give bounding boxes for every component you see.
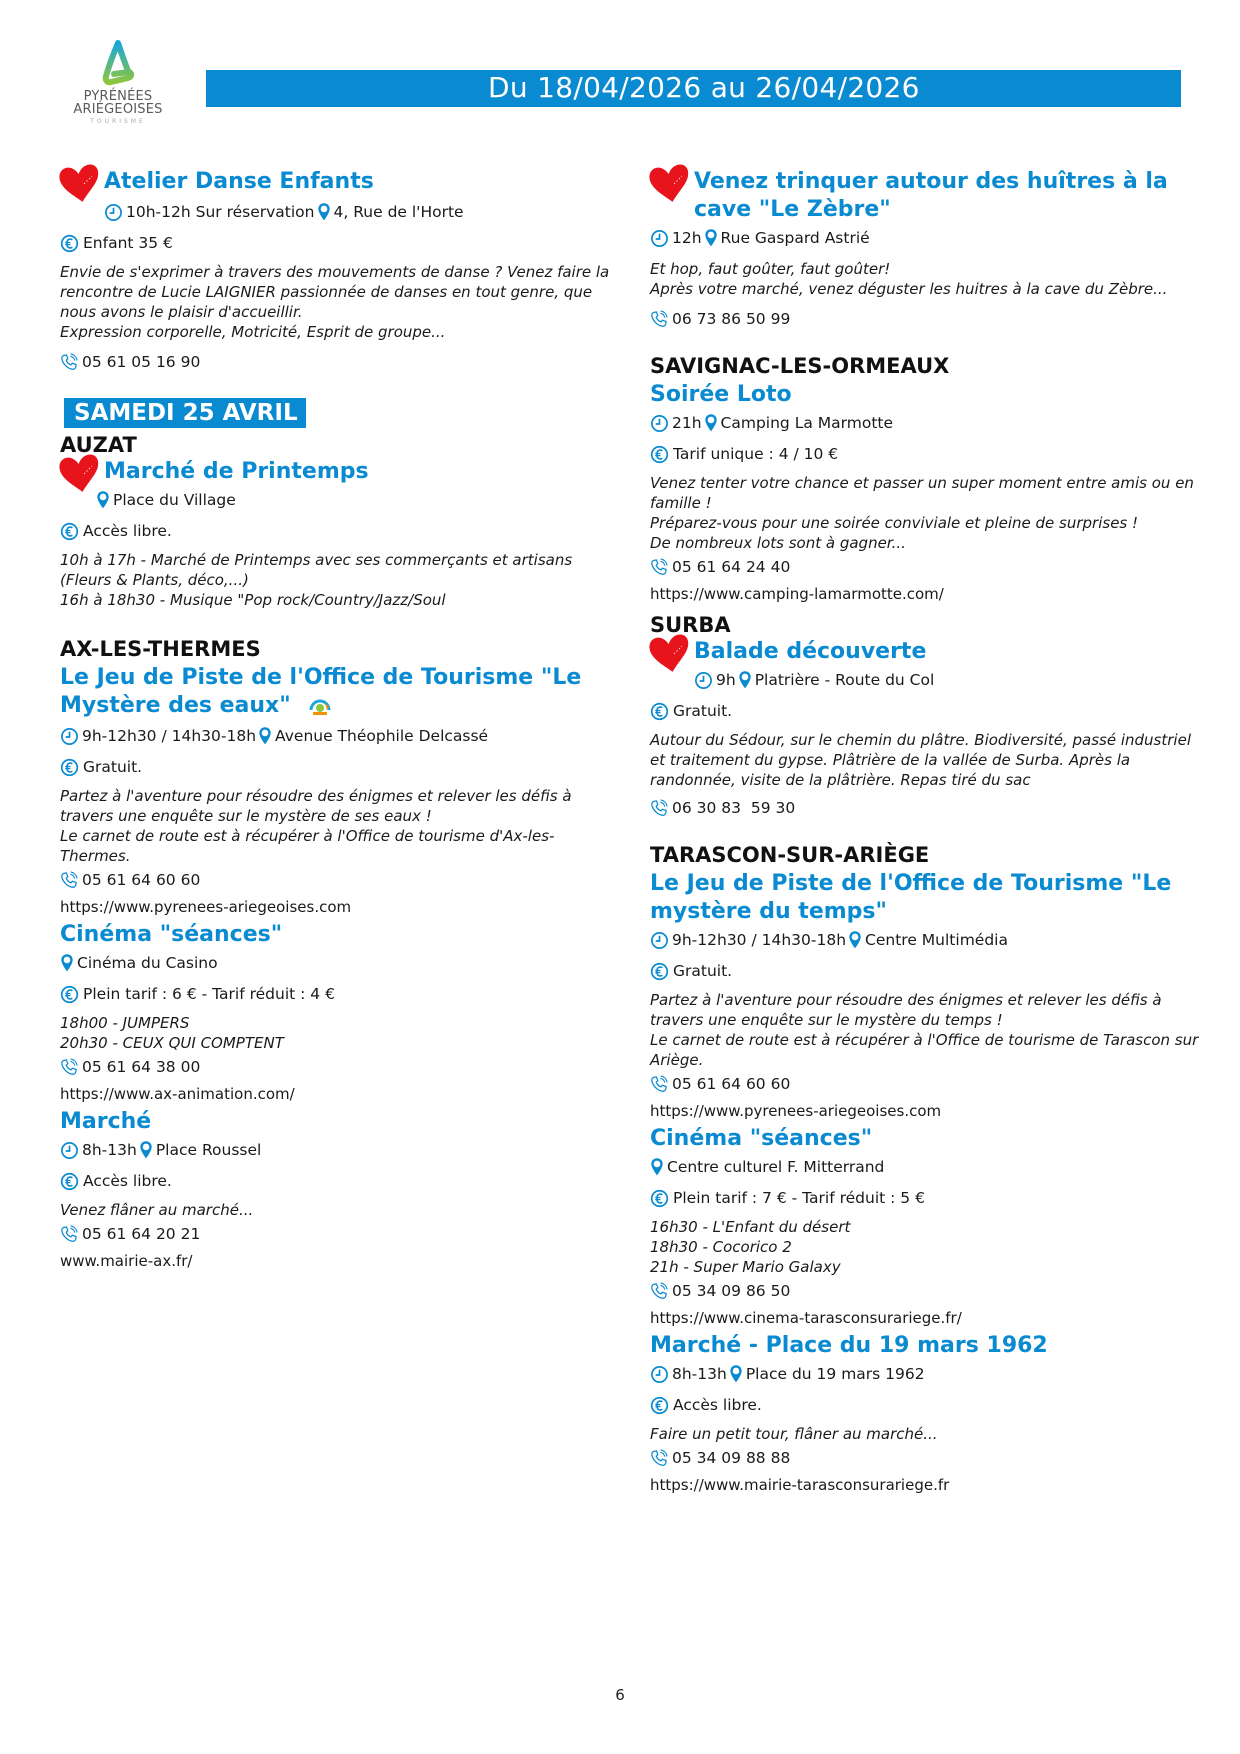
- city-name: TARASCON-SUR-ARIÈGE: [650, 843, 930, 867]
- event-time-place: [60, 200, 620, 224]
- mascot-icon: [308, 696, 332, 716]
- event-description: [650, 730, 1210, 790]
- phone-icon: [60, 353, 79, 372]
- screening-line: 18h00 - JUMPERS: [60, 1014, 190, 1032]
- event-title: [60, 458, 620, 486]
- event-place: Centre Multimédia: [865, 931, 1008, 949]
- phone-number[interactable]: 05 61 64 60 60: [672, 1075, 791, 1093]
- event-url[interactable]: https://www.pyrenees-ariegeoises.com: [60, 898, 352, 916]
- event-price: [650, 959, 1210, 983]
- event-title-text: Venez trinquer autour des huîtres à la cave "Le Zèbre": [694, 169, 1168, 222]
- screening-line: 16h30 - L'Enfant du désert: [650, 1218, 851, 1236]
- event-description: [60, 1200, 620, 1220]
- logo-mark-icon: [98, 40, 138, 90]
- event-place: Place Roussel: [155, 1141, 262, 1159]
- heart-icon: [648, 164, 692, 204]
- event-title-text: Atelier Danse Enfants: [104, 169, 374, 194]
- location-pin-icon: [848, 930, 862, 950]
- event-time: 8h-13h: [82, 1141, 137, 1159]
- event-title: [650, 1332, 1210, 1360]
- event-price-text: Plein tarif : 6 € - Tarif réduit : 4 €: [83, 985, 335, 1003]
- location-pin-icon: [60, 953, 74, 973]
- euro-icon: [60, 985, 79, 1004]
- clock-icon: [650, 229, 669, 248]
- event-phone: [60, 868, 620, 892]
- screening-line: 21h - Super Mario Galaxy: [650, 1258, 841, 1276]
- event-time: 8h-13h: [672, 1365, 727, 1383]
- event-url[interactable]: https://www.ax-animation.com/: [60, 1085, 295, 1103]
- clock-icon: [694, 671, 713, 690]
- event-phone: [650, 1279, 1210, 1303]
- event-place: Rue Gaspard Astrié: [720, 229, 870, 247]
- event-price: [60, 1169, 620, 1193]
- clock-icon: [104, 203, 123, 222]
- euro-icon: [650, 702, 669, 721]
- day-banner: SAMEDI 25 AVRIL: [64, 398, 306, 428]
- event-atelier-danse: [60, 168, 620, 374]
- event-price-text: Accès libre.: [673, 1396, 762, 1414]
- city-name: AUZAT: [60, 433, 137, 457]
- date-range: Du 18/04/2026 au 26/04/2026: [488, 71, 920, 104]
- location-pin-icon: [139, 1140, 153, 1160]
- description-line: Le carnet de route est à récupérer à l'Office de tourisme d'Ax-les-Thermes.: [60, 827, 555, 865]
- event-title-text: Cinéma "séances": [60, 922, 283, 947]
- event-time: 9h-12h30 / 14h30-18h: [672, 931, 847, 949]
- logo-line-1: PYRÉNÉES: [83, 89, 153, 104]
- description-line: Partez à l'aventure pour résoudre des énigmes et relever les défis à travers une enquête sur le mystère de ses eaux !: [60, 787, 577, 825]
- phone-icon: [60, 1225, 79, 1244]
- event-place: Centre culturel F. Mitterrand: [667, 1158, 885, 1176]
- event-price: [60, 231, 620, 255]
- phone-icon: [650, 1449, 669, 1468]
- description-line: Partez à l'aventure pour résoudre des énigmes et relever les défis à travers une enquête sur le mystère du temps !: [650, 991, 1167, 1029]
- city-savignac: [650, 353, 1210, 604]
- event-url[interactable]: https://www.mairie-tarasconsurariege.fr: [650, 1476, 950, 1494]
- event-description: [650, 473, 1210, 553]
- phone-icon: [650, 799, 669, 818]
- description-line: 10h à 17h - Marché de Printemps avec ses commerçants et artisans (Fleurs & Plants, déco,...): [60, 551, 577, 589]
- phone-icon: [650, 310, 669, 329]
- event-title-text: Soirée Loto: [650, 382, 792, 407]
- phone-number[interactable]: 05 34 09 88 88: [672, 1449, 791, 1467]
- event-price-text: Gratuit.: [673, 702, 733, 720]
- phone-icon: [650, 558, 669, 577]
- city-tarascon: [650, 842, 1210, 1495]
- phone-number[interactable]: 05 61 64 60 60: [82, 871, 201, 889]
- location-pin-icon: [650, 1157, 664, 1177]
- description-line: Préparez-vous pour une soirée conviviale et pleine de surprises !: [650, 514, 1139, 532]
- event-description: [60, 786, 620, 866]
- phone-number[interactable]: 05 61 05 16 90: [82, 353, 201, 371]
- location-pin-icon: [729, 1364, 743, 1384]
- euro-icon: [650, 1396, 669, 1415]
- phone-number[interactable]: 05 61 64 38 00: [82, 1058, 201, 1076]
- location-pin-icon: [738, 670, 752, 690]
- location-pin-icon: [258, 726, 272, 746]
- event-title-text: Marché: [60, 1109, 152, 1134]
- event-time-place: [650, 668, 1210, 692]
- event-time-place: [650, 226, 1210, 250]
- phone-icon: [60, 871, 79, 890]
- event-zebre: [650, 168, 1210, 331]
- event-price-text: Enfant 35 €: [83, 234, 173, 252]
- euro-icon: [650, 1189, 669, 1208]
- event-title: [650, 870, 1210, 926]
- screening-line: 18h30 - Cocorico 2: [650, 1238, 792, 1256]
- event-url[interactable]: https://www.camping-lamarmotte.com/: [650, 585, 944, 603]
- location-pin-icon: [704, 413, 718, 433]
- event-time: 9h: [716, 671, 736, 689]
- clock-icon: [650, 1365, 669, 1384]
- phone-number[interactable]: 06 73 86 50 99: [672, 310, 791, 328]
- event-price: [650, 1393, 1210, 1417]
- event-phone: [650, 555, 1210, 579]
- city-auzat: [60, 432, 620, 610]
- logo-line-3: TOURISME: [90, 118, 146, 125]
- event-time: 9h-12h30 / 14h30-18h: [82, 727, 257, 745]
- event-price: [650, 1186, 1210, 1210]
- clock-icon: [60, 1141, 79, 1160]
- event-place: Avenue Théophile Delcassé: [275, 727, 489, 745]
- clock-icon: [60, 727, 79, 746]
- euro-icon: [60, 758, 79, 777]
- event-title: [60, 168, 620, 196]
- page-number: 6: [615, 1686, 625, 1704]
- event-time-place: [60, 724, 620, 748]
- euro-icon: [650, 445, 669, 464]
- phone-number[interactable]: 05 61 64 20 21: [82, 1225, 201, 1243]
- event-description: [60, 1013, 620, 1053]
- event-time: 12h: [672, 229, 702, 247]
- event-place: Place du 19 mars 1962: [745, 1365, 925, 1383]
- event-price: [650, 699, 1210, 723]
- left-column: [60, 168, 620, 1271]
- event-price: [650, 442, 1210, 466]
- event-phone: [650, 1446, 1210, 1470]
- event-description: [650, 259, 1210, 299]
- event-description: [60, 550, 620, 610]
- event-place: Cinéma du Casino: [77, 954, 218, 972]
- event-price-text: Plein tarif : 7 € - Tarif réduit : 5 €: [673, 1189, 925, 1207]
- description-line: De nombreux lots sont à gagner...: [650, 534, 906, 552]
- event-title-text: Marché - Place du 19 mars 1962: [650, 1333, 1048, 1358]
- event-description: [650, 1424, 1210, 1444]
- phone-icon: [650, 1075, 669, 1094]
- phone-icon: [60, 1058, 79, 1077]
- event-price-text: Accès libre.: [83, 1172, 172, 1190]
- event-title-text: Cinéma "séances": [650, 1126, 873, 1151]
- event-title-text: Le Jeu de Piste de l'Office de Tourisme "Le mystère du temps": [650, 871, 1172, 924]
- euro-icon: [650, 962, 669, 981]
- phone-number[interactable]: 06 30 83 59 30: [672, 799, 796, 817]
- event-place: Place du Village: [113, 491, 236, 509]
- event-title: [60, 664, 620, 720]
- city-name: SAVIGNAC-LES-ORMEAUX: [650, 354, 950, 378]
- euro-icon: [60, 1172, 79, 1191]
- event-place: Platrière - Route du Col: [754, 671, 935, 689]
- event-phone: [650, 307, 1210, 331]
- euro-icon: [60, 522, 79, 541]
- event-title: [650, 638, 1210, 666]
- event-price-text: Gratuit.: [673, 962, 733, 980]
- event-url[interactable]: www.mairie-ax.fr/: [60, 1252, 193, 1270]
- event-place-row: [650, 1155, 1210, 1179]
- event-title: [60, 921, 620, 949]
- event-description: [650, 990, 1210, 1070]
- date-range-banner: [206, 70, 1181, 107]
- event-time: 21h: [672, 414, 702, 432]
- description-line: Faire un petit tour, flâner au marché...: [650, 1425, 938, 1443]
- description-line: Et hop, faut goûter, faut goûter!: [650, 260, 891, 278]
- event-description: [650, 1217, 1210, 1277]
- event-place: Camping La Marmotte: [720, 414, 894, 432]
- event-price: [60, 519, 620, 543]
- event-title-text: Le Jeu de Piste de l'Office de Tourisme "Le Mystère des eaux": [60, 665, 582, 718]
- heart-icon: [58, 164, 102, 204]
- phone-icon: [650, 1282, 669, 1301]
- city-name: AX-LES-THERMES: [60, 637, 261, 661]
- event-url[interactable]: https://www.cinema-tarasconsurariege.fr/: [650, 1309, 962, 1327]
- event-place-row: [60, 488, 620, 512]
- description-line: 16h à 18h30 - Musique "Pop rock/Country/Jazz/Soul: [60, 591, 446, 609]
- phone-number[interactable]: 05 34 09 86 50: [672, 1282, 791, 1300]
- event-url[interactable]: https://www.pyrenees-ariegeoises.com: [650, 1102, 942, 1120]
- event-time-place: [650, 411, 1210, 435]
- city-ax-les-thermes: [60, 636, 620, 1271]
- right-column: [650, 168, 1210, 1495]
- description-line: Expression corporelle, Motricité, Esprit de groupe...: [60, 323, 446, 341]
- event-phone: [650, 1072, 1210, 1096]
- heart-icon: [648, 634, 692, 674]
- event-price: [60, 982, 620, 1006]
- logo-line-2: ARIÉGEOISES: [73, 102, 163, 117]
- clock-icon: [650, 931, 669, 950]
- event-description: [60, 262, 620, 342]
- event-time-place: [650, 928, 1210, 952]
- event-place: 4, Rue de l'Horte: [333, 203, 464, 221]
- event-time-place: [60, 1138, 620, 1162]
- description-line: Venez tenter votre chance et passer un super moment entre amis ou en famille !: [650, 474, 1199, 512]
- event-title-text: Marché de Printemps: [104, 459, 369, 484]
- event-title-text: Balade découverte: [694, 639, 927, 664]
- description-line: Venez flâner au marché...: [60, 1201, 254, 1219]
- location-pin-icon: [704, 228, 718, 248]
- screening-line: 20h30 - CEUX QUI COMPTENT: [60, 1034, 284, 1052]
- event-phone: [60, 1222, 620, 1246]
- pyrenees-ariegeoises-logo: [68, 40, 168, 140]
- event-price-text: Gratuit.: [83, 758, 143, 776]
- description-line: Après votre marché, venez déguster les huitres à la cave du Zèbre...: [650, 280, 1168, 298]
- description-line: Autour du Sédour, sur le chemin du plâtre. Biodiversité, passé industriel et traitement du gypse. Plâtrière de la vallée de Surba. Après la randonnée, visite de la plâtrière. Repas tiré du sac: [650, 731, 1196, 789]
- event-time: 10h-12h Sur réservation: [126, 203, 315, 221]
- clock-icon: [650, 414, 669, 433]
- event-title: [650, 381, 1210, 409]
- event-price-text: Accès libre.: [83, 522, 172, 540]
- event-price: [60, 755, 620, 779]
- event-phone: [60, 1055, 620, 1079]
- event-place-row: [60, 951, 620, 975]
- description-line: Le carnet de route est à récupérer à l'Office de tourisme de Tarascon sur Ariège.: [650, 1031, 1204, 1069]
- euro-icon: [60, 234, 79, 253]
- description-line: Envie de s'exprimer à travers des mouvements de danse ? Venez faire la rencontre de Lucie LAIGNIER passionnée de danses en tout genre, que nous avons le plaisir d'accueillir.: [60, 263, 615, 321]
- event-title: [650, 168, 1210, 224]
- heart-icon: [58, 454, 102, 494]
- event-phone: [650, 796, 1210, 820]
- event-title: [60, 1108, 620, 1136]
- city-name: SURBA: [650, 613, 731, 637]
- event-time-place: [650, 1362, 1210, 1386]
- event-price-text: Tarif unique : 4 / 10 €: [673, 445, 839, 463]
- location-pin-icon: [317, 202, 331, 222]
- event-title: [650, 1125, 1210, 1153]
- event-phone: [60, 350, 620, 374]
- city-surba: [650, 612, 1210, 820]
- phone-number[interactable]: 05 61 64 24 40: [672, 558, 791, 576]
